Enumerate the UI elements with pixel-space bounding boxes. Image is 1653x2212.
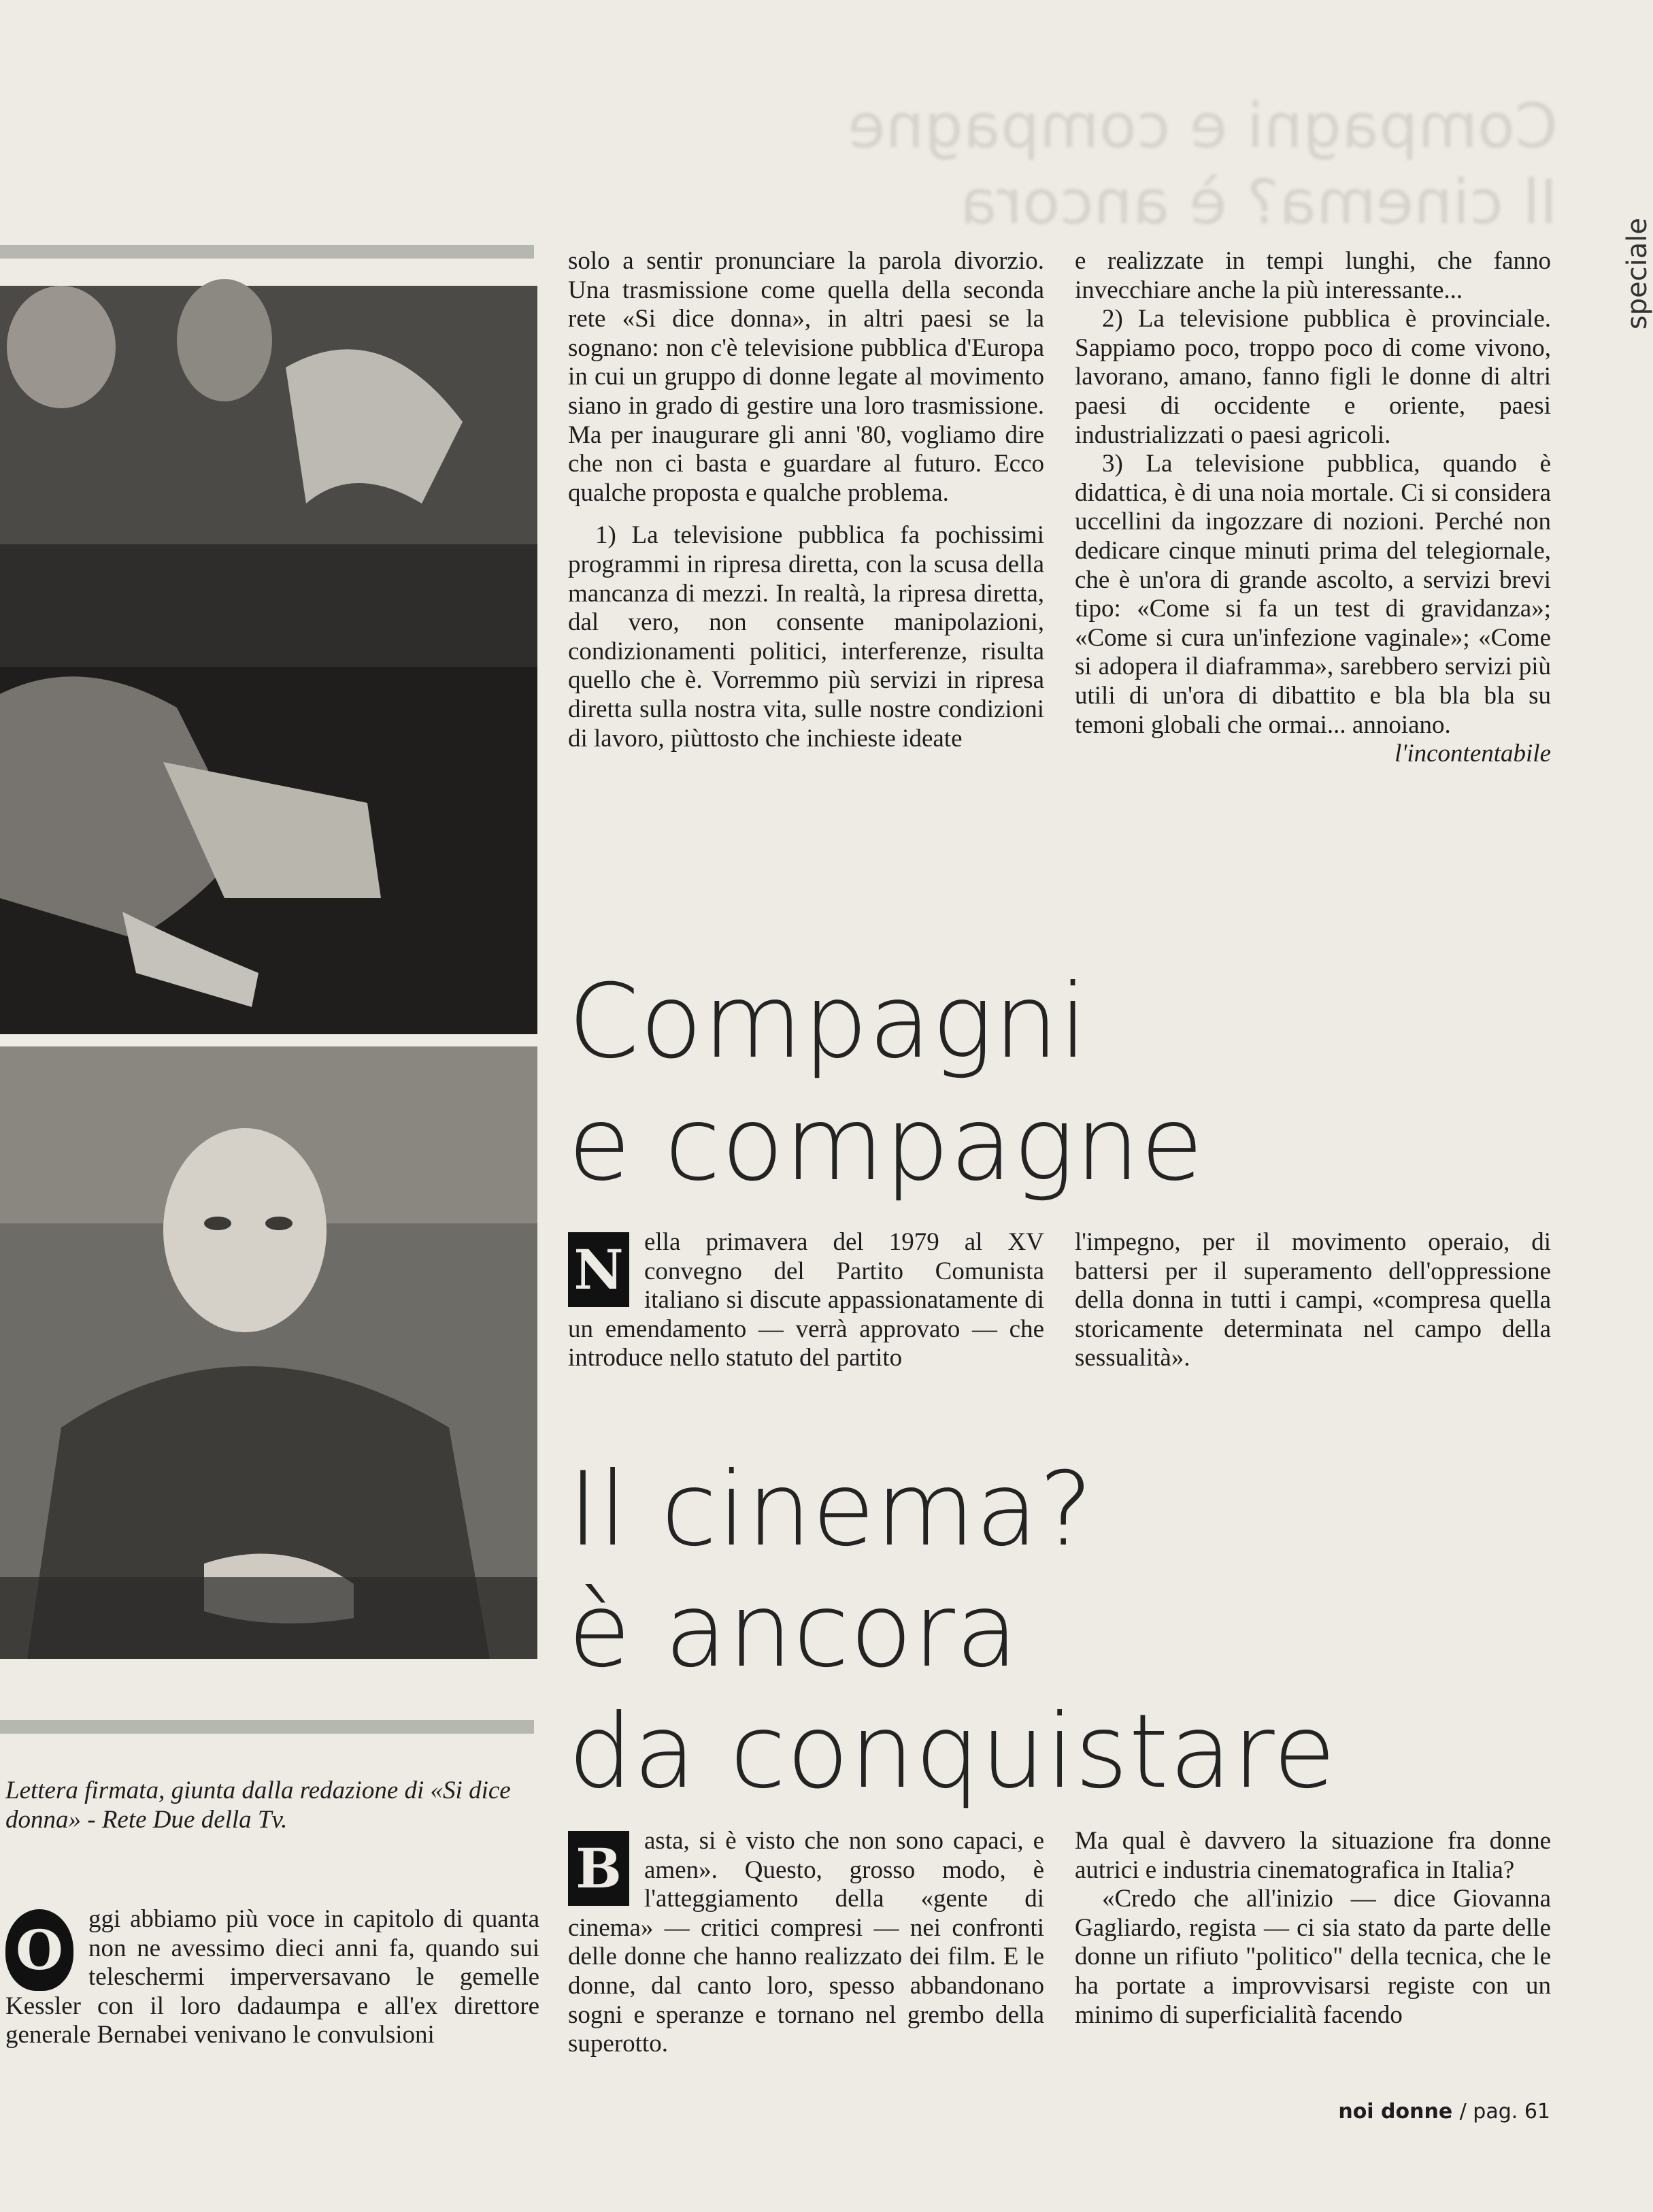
page-footer	[1338, 2100, 1550, 2124]
magazine-name: noi donne	[1338, 2100, 1453, 2124]
article3-col2: Ma qual è davvero la situazione fra donne autrici e industria cinematografica in Italia? «Credo che all'inizio — dice Giovanna Gagliardo, regista — ci sia stato da parte delle donne un rifiuto "politico" della tecnica, che le ha portate a improvvisarsi registe con un minimo di superficialità facendo	[1075, 1827, 1551, 2029]
article1-paragraph: solo a sentir pronunciare la parola divorzio. Una trasmissione come quella della seconda rete «Si dice donna», in altri paesi se la sognano: non c'è televisione pubblica d'Europa in cui un gruppo di donne legate al movimento siano in grado di gestire una loro trasmissione. Ma per inaugurare gli anni '80, vogliamo dire che non ci basta e guardare al futuro. Ecco qualche proposta e qualche problema.	[568, 247, 1044, 507]
article1-paragraph: 3) La televisione pubblica, quando è didattica, è di una noia mortale. Ci si considera uccellini da ingozzare di nozioni. Perché non dedicare cinque minuti prima del telegiornale, che è un'ora di grande ascolto, a servizi brevi tipo: «Come si fa un test di gravidanza»; «Come si cura un'infezione vaginale»; «Come si adopera il diaframma», sarebbero servizi più utili di un'ora di dibattito e bla bla bla su temoni globali che ormai... annoiano.	[1075, 450, 1551, 739]
article2-col2: l'impegno, per il movimento operaio, di battersi per il superamento dell'oppressione della donna in tutti i campi, «compresa quella storicamente determinata nel campo della sessualità».	[1075, 1228, 1551, 1372]
headline-cinema: Il cinema? è ancora da conquistare	[568, 1451, 1337, 1811]
top-rule	[0, 245, 534, 259]
dropcap-n: N	[568, 1232, 629, 1307]
article0-col: O ggi abbiamo più voce in capitolo di quanta non ne avessimo dieci anni fa, quando sui teleschermi imperversavano le gemelle Kessler con il loro dadaumpa e all'ex direttore generale Bernabei venivano le convulsioni	[5, 1905, 539, 2049]
dropcap-b: B	[568, 1831, 629, 1906]
article1-paragraph: e realizzate in tempi lunghi, che fanno invecchiare anche la più interessante...	[1075, 247, 1551, 304]
photo-woman-portrait	[0, 1046, 537, 1659]
section-tag: speciale	[1622, 218, 1653, 330]
photo-caption: Lettera firmata, giunta dalla redazione di «Si dice donna» - Rete Due della Tv.	[5, 1777, 511, 1834]
article1-paragraph: 2) La televisione pubblica è provinciale. Sappiamo poco, troppo poco di come vivono, lavorano, amano, fanno figli le donne di altri paesi di occidente e oriente, paesi industrializzati o paesi agricoli.	[1075, 305, 1551, 449]
bottom-rule	[0, 1720, 534, 1734]
headline-compagni: Compagni e compagne	[568, 963, 1204, 1204]
signature: l'incontentabile	[1395, 740, 1551, 768]
dropcap-o: O	[5, 1909, 73, 1991]
article3-col1: B asta, si è visto che non sono capaci, e amen». Questo, grosso modo, è l'atteggiamento della «gente di cinema» — critici compresi — nei confronti delle donne che hanno realizzato dei film. E le donne, dal canto loro, spesso abbandonano sogni e speranze e tornano nel grembo della superotto.	[568, 1827, 1044, 2058]
article1-paragraph: 1) La televisione pubblica fa pochissimi programmi in ripresa diretta, con la scusa della mancanza di mezzi. In realtà, la ripresa diretta, dal vero, non consente manipolazioni, condizionamenti politici, interferenze, risulta quello che è. Vorremmo più servizi in ripresa diretta sulla nostra vita, sulle nostre condizioni di lavoro, piùttosto che inchieste ideate	[568, 521, 1044, 753]
article2-col1: N ella primavera del 1979 al XV convegno del Partito Comunista italiano si discute appassionatamente di un emendamento — verrà approvato — che introduce nello statuto del partito	[568, 1228, 1044, 1372]
photo-tv-scene	[0, 286, 537, 1034]
bleed-through-text: Compagni e compagne Il cinema? è ancora	[848, 90, 1558, 238]
page-number: / pag. 61	[1459, 2100, 1550, 2124]
article1-col2	[1075, 247, 1551, 769]
article1-col1	[568, 247, 1044, 753]
